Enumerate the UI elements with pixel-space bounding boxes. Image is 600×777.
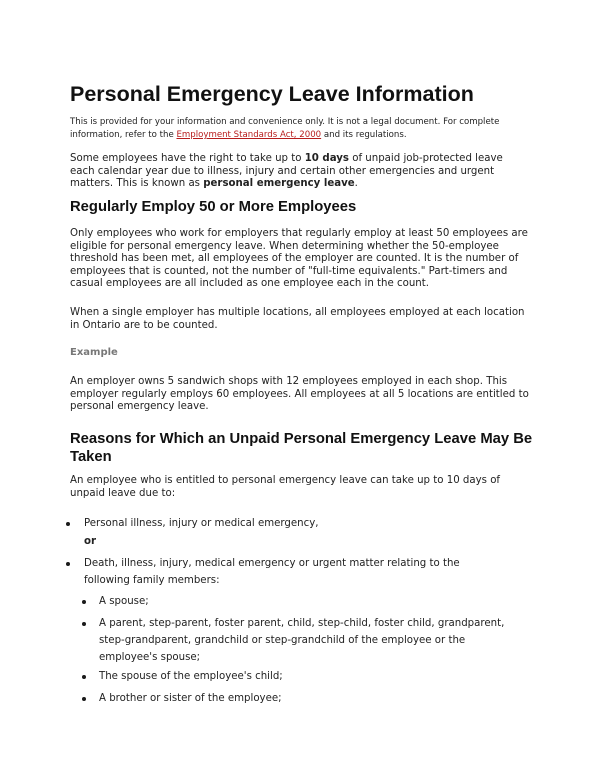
or-label: or [84,536,97,547]
bullet-text: Death, illness, injury, medical emergency or urgent matter relating to the following family members: [84,558,460,586]
sub-bullet-text: A parent, step-parent, foster parent, child, step-child, foster child, grandparent, step-grandparent, grandchild or step-grandchild of the employee or the employee's spouse; [99,618,505,663]
reasons-intro-paragraph: An employee who is entitled to personal emergency leave can take up to 10 days of unpaid leave due to: [70,475,501,499]
bullet-icon [82,675,86,679]
section-heading-employ-50: Regularly Employ 50 or More Employees [70,199,357,215]
intro-text-2: of unpaid job-protected leave each calendar year due to illness, injury and certain other emergencies and urgent matters. This is known as [70,153,503,190]
bullet-icon [66,562,70,566]
sub-bullet-text: A brother or sister of the employee; [99,693,282,704]
example-label: Example [70,347,118,358]
disclaimer [70,116,540,142]
intro-bold-days: 10 days [304,153,349,164]
bullet-text: Personal illness, injury or medical emergency, [84,518,319,529]
intro-paragraph [70,153,530,191]
disclaimer-text: This is provided for your information and convenience only. It is not a legal document. For complete information, refer to the [70,117,500,140]
employment-standards-act-link[interactable]: Employment Standards Act, 2000 [176,130,322,140]
sub-bullet-text: The spouse of the employee's child; [99,671,283,682]
example-paragraph: An employer owns 5 sandwich shops with 12 employees employed in each shop. This employer regularly employs 60 employees. All employees at all 5 locations are entitled to personal emergency leave. [70,376,529,413]
bullet-icon [82,622,86,626]
eligibility-paragraph: Only employees who work for employers that regularly employ at least 50 employees are eligible for personal emergency leave. When determining whether the 50-employee threshold has been met, all employees of the employer are counted. It is the number of employees that is counted, not the number of "full-time equivalents." Part-timers and casual employees are all included as one employee each in the count. [70,228,528,290]
bullet-icon [66,522,70,526]
bullet-icon [82,697,86,701]
reasons-list [66,517,536,707]
sub-bullet-text: A spouse; [99,596,149,607]
intro-text-1: Some employees have the right to take up to [70,153,305,164]
bullet-icon [82,600,86,604]
intro-text-3: . [354,178,358,190]
page-title: Personal Emergency Leave Information [70,82,474,106]
disclaimer-text-end: and its regulations. [321,130,407,140]
intro-bold-term: personal emergency leave [203,178,355,190]
section-heading-reasons: Reasons for Which an Unpaid Personal Emergency Leave May Be Taken [70,431,533,465]
multiple-locations-paragraph: When a single employer has multiple locations, all employees employed at each location in Ontario are to be counted. [70,307,525,331]
